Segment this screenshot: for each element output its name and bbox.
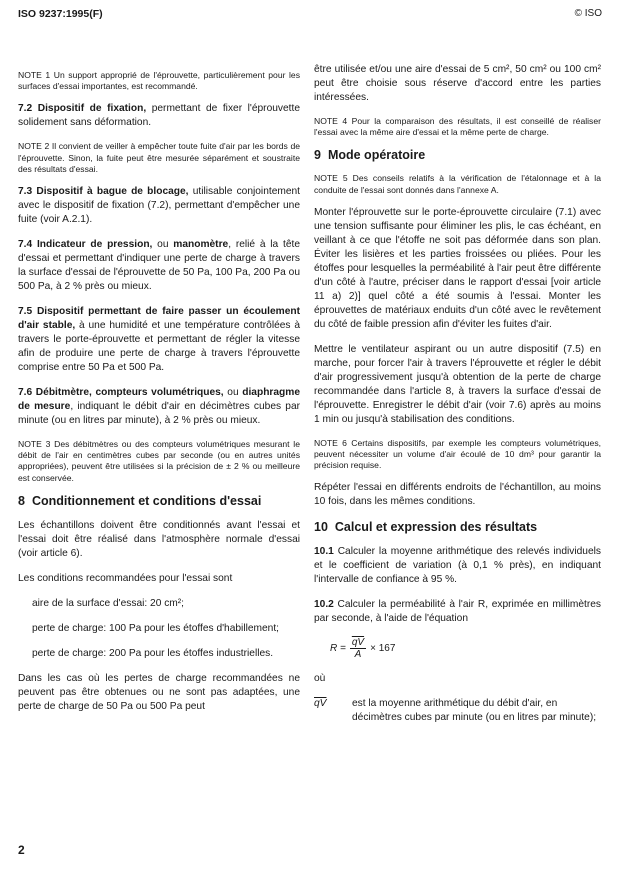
- condition-item-2: perte de charge: 100 Pa pour les étoffes d'habillement;: [32, 622, 279, 634]
- where-label: où: [314, 673, 326, 685]
- clause-7-6-title: 7.6 Débitmètre, compteurs volumétriques,: [18, 387, 224, 399]
- section-9-title: Mode opératoire: [327, 148, 426, 163]
- clause-7-5-text: à une humidité et une température contrôlées à travers le porte-éprouvette et permettant de régler la vitesse afin de produire une perte de charge à travers l'éprouvette comprise entre 50 Pa et 500 Pa.: [18, 320, 300, 374]
- clause-7-3-title: 7.3 Dispositif à bague de blocage,: [18, 186, 189, 198]
- clause-7-2: [18, 102, 300, 130]
- clause-10-2: [314, 598, 601, 626]
- formula-fraction: [350, 637, 366, 660]
- formula-rhs: × 167: [370, 643, 396, 655]
- section-9-number: 9: [314, 148, 321, 163]
- condition-item-1: aire de la surface d'essai: 20 cm²;: [32, 597, 184, 609]
- clause-7-6: [18, 386, 300, 428]
- note-5: NOTE 5 Des conseils relatifs à la vérification de l'étalonnage et à la conduite de l'essai sont donnés dans l'annexe A.: [314, 173, 601, 195]
- permeability-formula: [330, 637, 601, 660]
- clause-7-4: [18, 238, 300, 294]
- condition-item-3: perte de charge: 200 Pa pour les étoffes industrielles.: [32, 647, 274, 659]
- clause-10-2-text: Calculer la perméabilité à l'air R, exprimée en millimètres par seconde, à l'aide de l'équation: [314, 599, 601, 625]
- clause-7-6-title-2: diaphragme de mesure: [18, 387, 300, 413]
- copyright: © ISO: [574, 8, 602, 19]
- clause-10-1: [314, 545, 601, 587]
- clause-7-5-title: 7.5 Dispositif permettant de faire passer un écoulement d'air stable,: [18, 306, 300, 332]
- definition-text: est la moyenne arithmétique du débit d'air, en décimètres cubes par minute (ou en litres par minute);: [352, 698, 597, 724]
- section-8-para-3: Dans les cas où les pertes de charge recommandées ne peuvent pas être obtenues ou ne sont pas adaptées, une perte de charge de 50 Pa ou 500 Pa peut: [18, 672, 300, 712]
- section-9-para-2: Mettre le ventilateur aspirant ou un autre dispositif (7.5) en marche, pour forcer l'air à travers l'éprouvette et régler le débit d'air progressivement jusqu'à obtention de la perte de charge recommandée dans l'article 8, à travers la surface d'essai de l'éprouvette. Enregistrer le débit d'air (voir 7.6) après au moins 1 min ou jusqu'à stabilisation des conditions.: [314, 343, 601, 425]
- clause-10-1-text: Calculer la moyenne arithmétique des relevés individuels et le coefficient de variation (à 0,1 % près), en indiquant l'intervalle de confiance à 95 %.: [314, 546, 601, 586]
- note-3: NOTE 3 Des débitmètres ou des compteurs volumétriques mesurant le débit de l'air en centimètres cubes par seconde (ou en autres unités appropriées), peuvent être utilisées si la précision de ± 2 % ou meilleure est conservée.: [18, 439, 300, 483]
- section-9-heading: [314, 148, 601, 162]
- clause-7-2-text: permettant de fixer l'éprouvette solidement sans déformation.: [18, 103, 300, 129]
- right-column: [314, 63, 601, 725]
- left-column: [18, 70, 300, 725]
- clause-10-1-number: 10.1: [314, 546, 334, 558]
- note-4: NOTE 4 Pour la comparaison des résultats, il est conseillé de réaliser l'essai avec la même aire d'essai et la même perte de charge.: [314, 116, 601, 138]
- page-number: 2: [18, 843, 25, 857]
- clause-7-4-or: ou: [152, 239, 174, 251]
- symbol-definition: [314, 697, 601, 725]
- formula-denominator: A: [354, 649, 362, 661]
- clause-7-2-title: 7.2 Dispositif de fixation,: [18, 103, 147, 115]
- clause-7-3: [18, 185, 300, 227]
- definition-symbol: $\overline{qV}$: [314, 698, 327, 710]
- section-10-title: Calcul et expression des résultats: [334, 520, 538, 535]
- clause-7-4-title: 7.4 Indicateur de pression,: [18, 239, 153, 251]
- clause-7-6-or: ou: [223, 387, 243, 399]
- note-1: NOTE 1 Un support approprié de l'éprouvette, particulièrement pour les surfaces d'essai importantes, est recommandé.: [18, 70, 300, 92]
- section-8-number: 8: [18, 493, 25, 508]
- section-8-para-2: Les conditions recommandées pour l'essai sont: [18, 572, 233, 584]
- clause-7-3-text: utilisable conjointement avec le dispositif de fixation (7.2), permettant d'empêcher une fuite (voir A.2.1).: [18, 186, 301, 226]
- section-10-number: 10: [314, 520, 328, 535]
- note-2: NOTE 2 Il convient de veiller à empêcher toute fuite d'air par les bords de l'éprouvette. Sinon, la fuite peut être mesurée séparément et soustraite des résultats d'essai.: [18, 141, 300, 174]
- section-9-para-3: Répéter l'essai en différents endroits de l'échantillon, au moins 10 fois, dans les mêmes conditions.: [314, 482, 601, 508]
- clause-7-4-text: , relié à la tête d'essai et permettant d'indiquer une perte de charge à travers la surface d'essai de l'éprouvette de 50 Pa, 100 Pa, 200 Pa ou 500 Pa, à 2 % près ou mieux.: [18, 239, 300, 293]
- clause-7-5: [18, 305, 300, 375]
- note-6: NOTE 6 Certains dispositifs, par exemple les compteurs volumétriques, peuvent nécessiter un volume d'air écoulé de 10 dm³ pour garantir la précision requise.: [314, 437, 601, 471]
- section-8-para-1: Les échantillons doivent être conditionnés avant l'essai et l'essai doit être réalisé dans l'atmosphère normale d'essai (voir article 6).: [18, 519, 300, 559]
- clause-7-4-title-2: manomètre: [173, 239, 229, 251]
- continuation-text: être utilisée et/ou une aire d'essai de 5 cm², 50 cm² ou 100 cm² peut être choisie sous réserve d'accord entre les parties intéressées.: [314, 64, 601, 103]
- formula-lhs: R =: [330, 643, 346, 655]
- section-10-heading: [314, 520, 601, 534]
- section-8-title: Conditionnement et conditions d'essai: [31, 493, 262, 508]
- clause-7-6-text: , indiquant le débit d'air en décimètres cubes par minute (ou en litres par minute), à 2 % près ou mieux.: [18, 401, 301, 427]
- formula-numerator: $\overline{qV}$: [351, 637, 365, 649]
- section-9-para-1: Monter l'éprouvette sur le porte-éprouvette circulaire (7.1) avec une tension suffisante pour éliminer les plis, le cas échéant, en veillant à ce que l'étoffe ne soit pas déformée dans son plan. Éviter les lisières et les parties froissées ou pliées. Pour les étoffes pour lesquelles la perméabilité à l'air peut être différente d'un côté à l'autre, préciser dans le rapport d'essai [voir article 11 a) 2)] quel côté a été soumis à l'essai. Monter les éprouvettes de matériaux enduits d'un côté avec le revêtement du côté de faible pression afin d'éviter les fuites d'air.: [314, 206, 601, 330]
- section-8-heading: [18, 494, 300, 508]
- document-id: ISO 9237:1995(F): [18, 8, 103, 20]
- clause-10-2-number: 10.2: [314, 599, 334, 611]
